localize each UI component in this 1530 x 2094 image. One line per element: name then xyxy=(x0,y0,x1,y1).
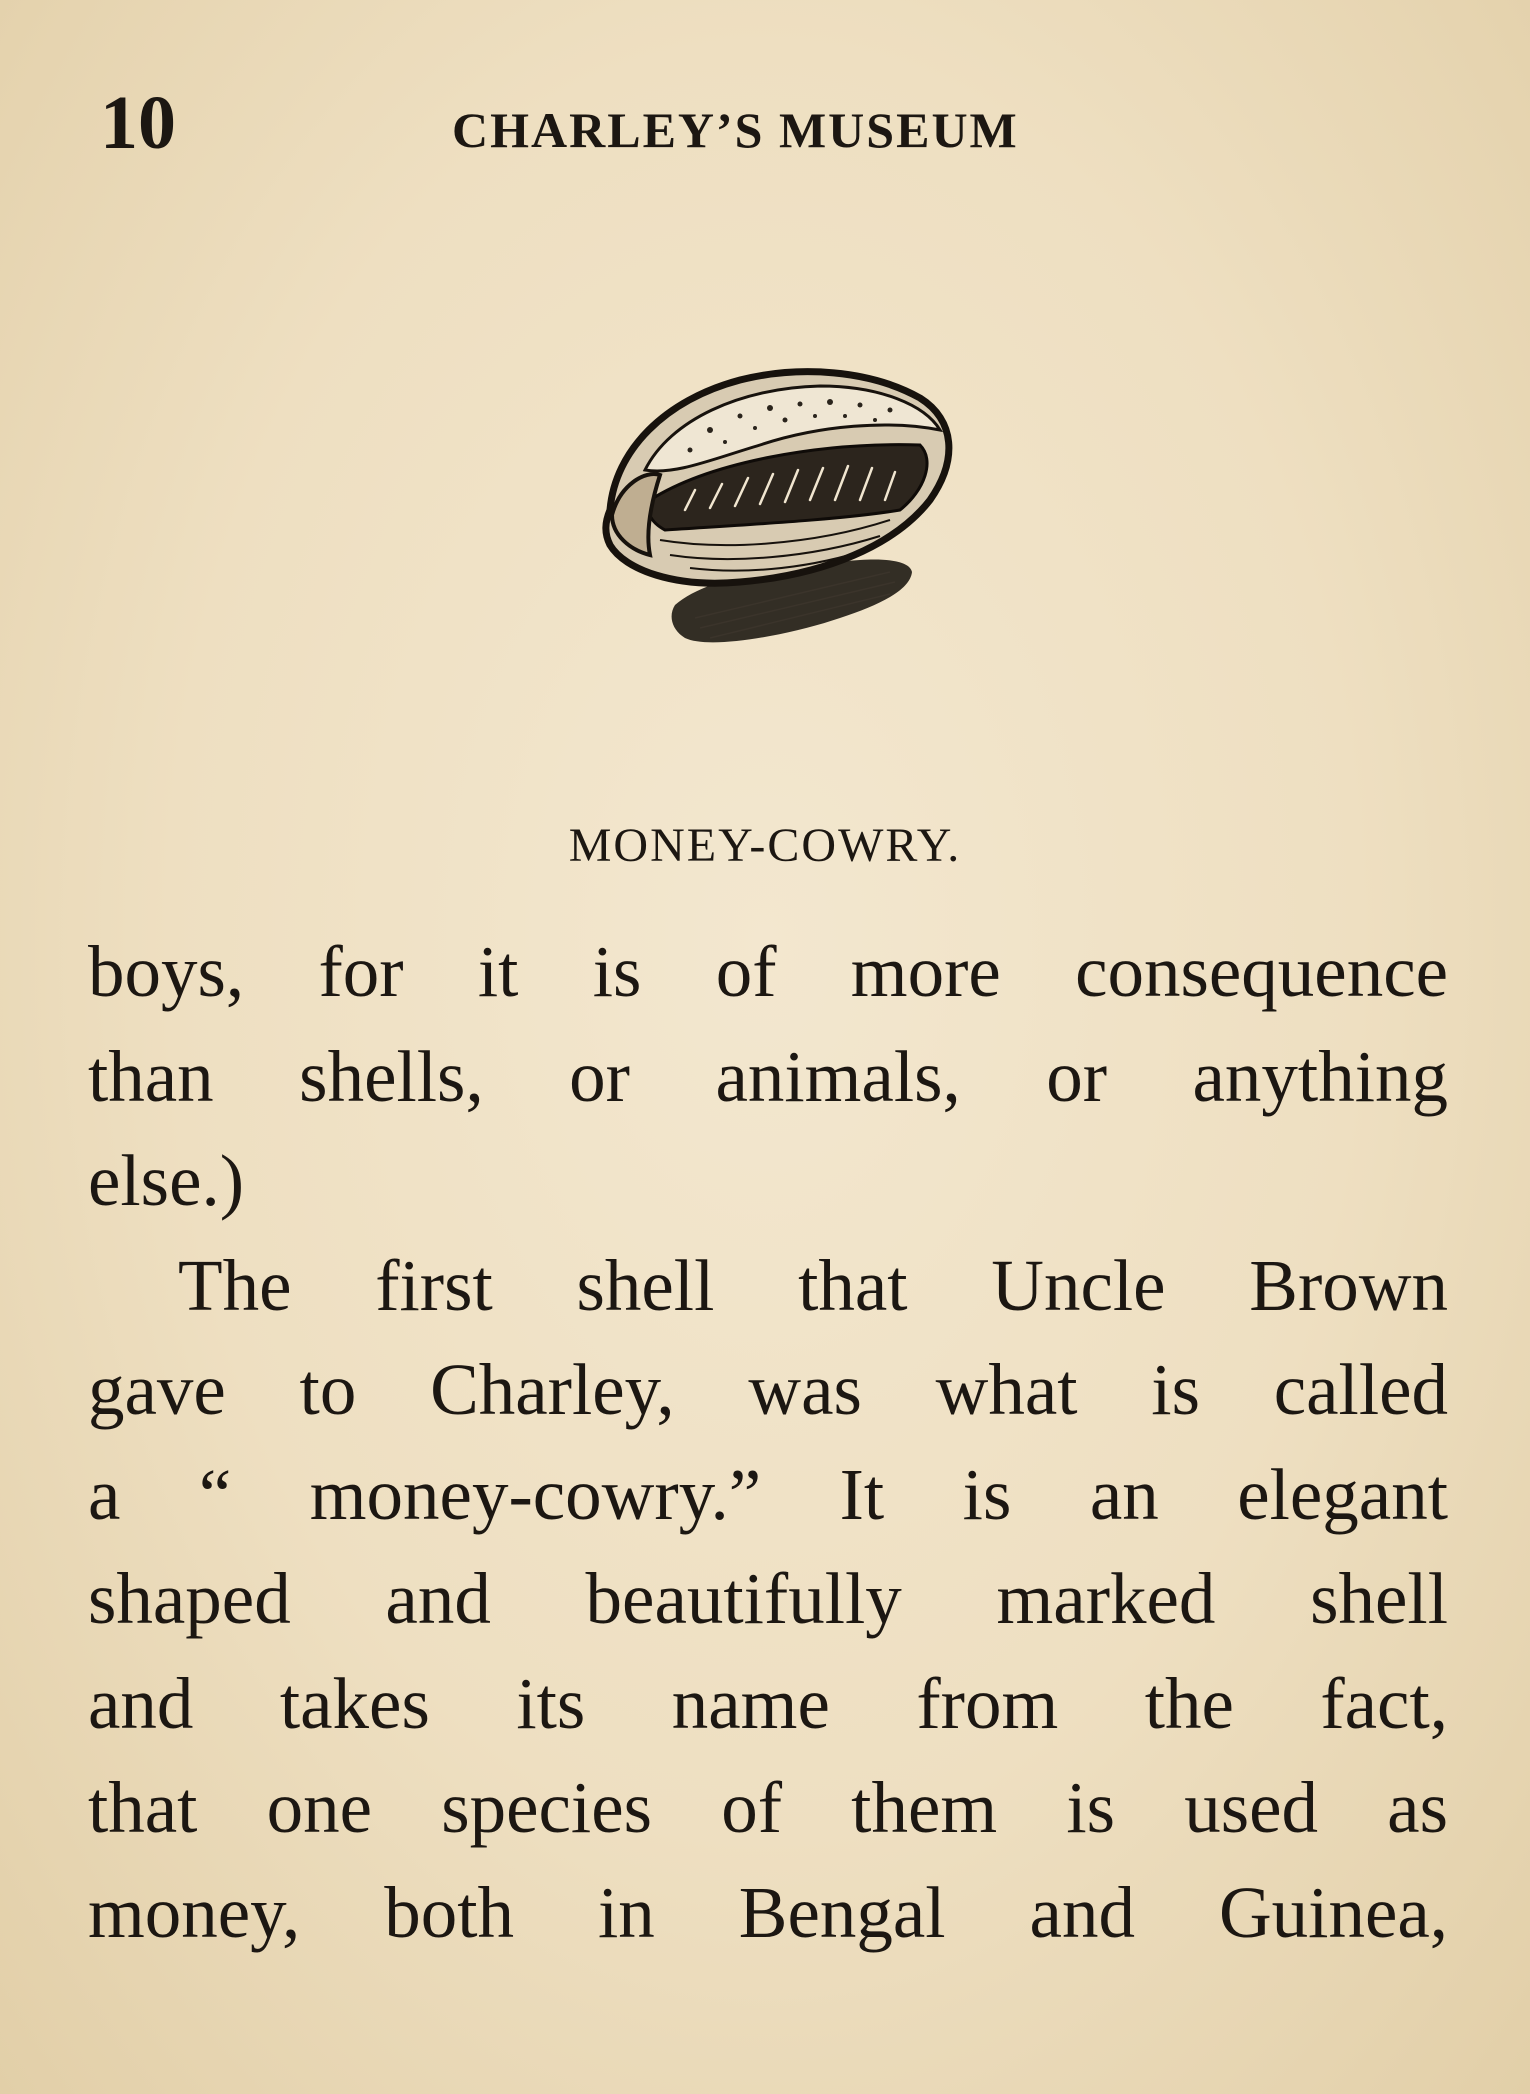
running-header xyxy=(100,78,1460,168)
text-line: shaped and beautifully marked shell xyxy=(88,1558,1448,1639)
text-line: money, both in Bengal and Guinea, xyxy=(88,1871,1448,1953)
text-line: that one species of them is used as xyxy=(88,1767,1448,1848)
text-line: boys, for it is of more consequence xyxy=(88,931,1448,1012)
cowry-shell-icon xyxy=(590,350,980,660)
figure-caption: MONEY-COWRY. xyxy=(568,819,962,872)
page-number: 10 xyxy=(100,81,176,165)
text-line: The first shell that Uncle Brown xyxy=(178,1244,1448,1326)
text-line: gave to Charley, was what is called xyxy=(88,1349,1448,1430)
text-line: else.) xyxy=(88,1140,245,1221)
body-text xyxy=(88,920,1448,1965)
text-line: a “ money-cowry.” It is an elegant xyxy=(88,1453,1448,1535)
running-title: CHARLEY’S MUSEUM xyxy=(452,102,1019,158)
text-line: than shells, or animals, or anything xyxy=(88,1035,1448,1117)
text-line: and takes its name from the fact, xyxy=(88,1662,1448,1744)
